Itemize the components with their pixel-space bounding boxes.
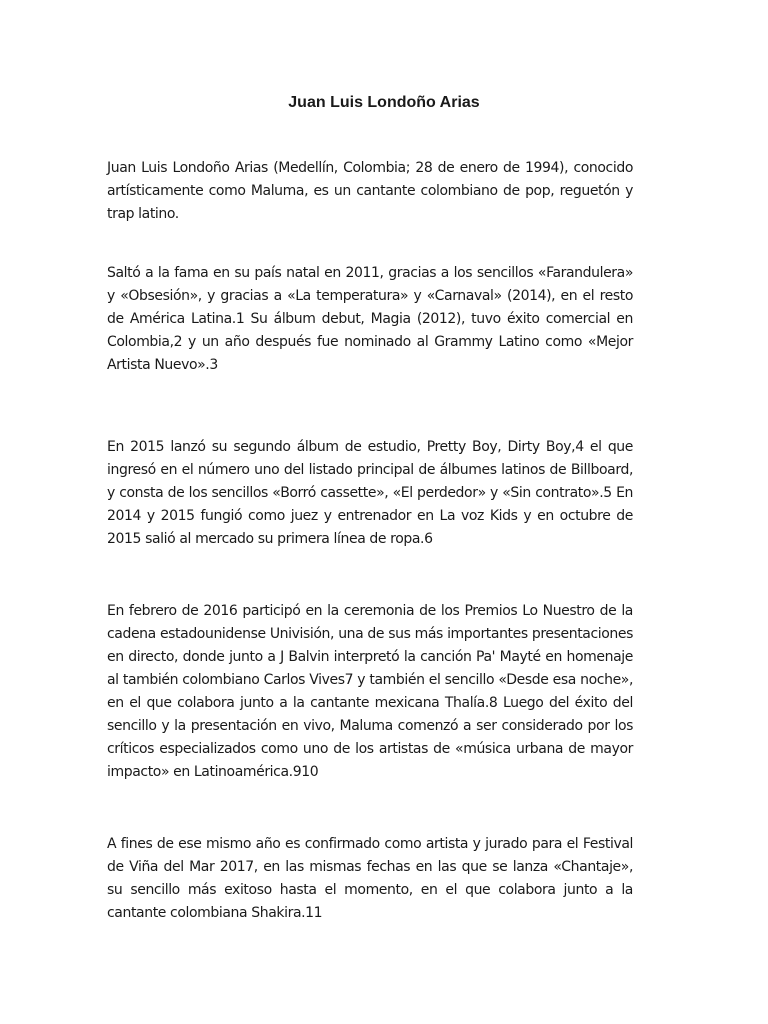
- document-title: Juan Luis Londoño Arias: [288, 94, 480, 111]
- paragraph-intro: Juan Luis Londoño Arias (Medellín, Colombia; 28 de enero de 1994), conocido artísticamente como Maluma, es un cantante colombiano de pop, reguetón y trap latino.: [107, 160, 633, 222]
- paragraph-second-album: En 2015 lanzó su segundo álbum de estudio, Pretty Boy, Dirty Boy,4 el que ingresó en el número uno del listado principal de álbumes latinos de Billboard, y consta de los sencillos «Borró cassette», «El perdedor» y «Sin contrato».5 En 2014 y 2015 fungió como juez y entrenador en La voz Kids y en octubre de 2015 salió al mercado su primera línea de ropa.6: [107, 439, 633, 547]
- paragraph-vina-del-mar: A fines de ese mismo año es confirmado como artista y jurado para el Festival de Viña del Mar 2017, en las mismas fechas en las que se lanza «Chantaje», su sencillo más exitoso hasta el momento, en el que colabora junto a la cantante colombiana Shakira.11: [107, 836, 633, 921]
- paragraph-fame: Saltó a la fama en su país natal en 2011, gracias a los sencillos «Farandulera» y «Obsesión», y gracias a «La temperatura» y «Carnaval» (2014), en el resto de América Latina.1 Su álbum debut, Magia (2012), tuvo éxito comercial en Colombia,2 y un año después fue nominado al Grammy Latino como «Mejor Artista Nuevo».3: [107, 265, 633, 373]
- paragraph-premios-lo-nuestro: En febrero de 2016 participó en la ceremonia de los Premios Lo Nuestro de la cadena estadounidense Univisión, una de sus más importantes presentaciones en directo, donde junto a J Balvin interpretó la canción Pa' Mayté en homenaje al también colombiano Carlos Vives7 y también el sencillo «Desde esa noche», en el que colabora junto a la cantante mexicana Thalía.8 Luego del éxito del sencillo y la presentación en vivo, Maluma comenzó a ser considerado por los críticos especializados como uno de los artistas de «música urbana de mayor impacto» en Latinoamérica.910: [107, 603, 633, 780]
